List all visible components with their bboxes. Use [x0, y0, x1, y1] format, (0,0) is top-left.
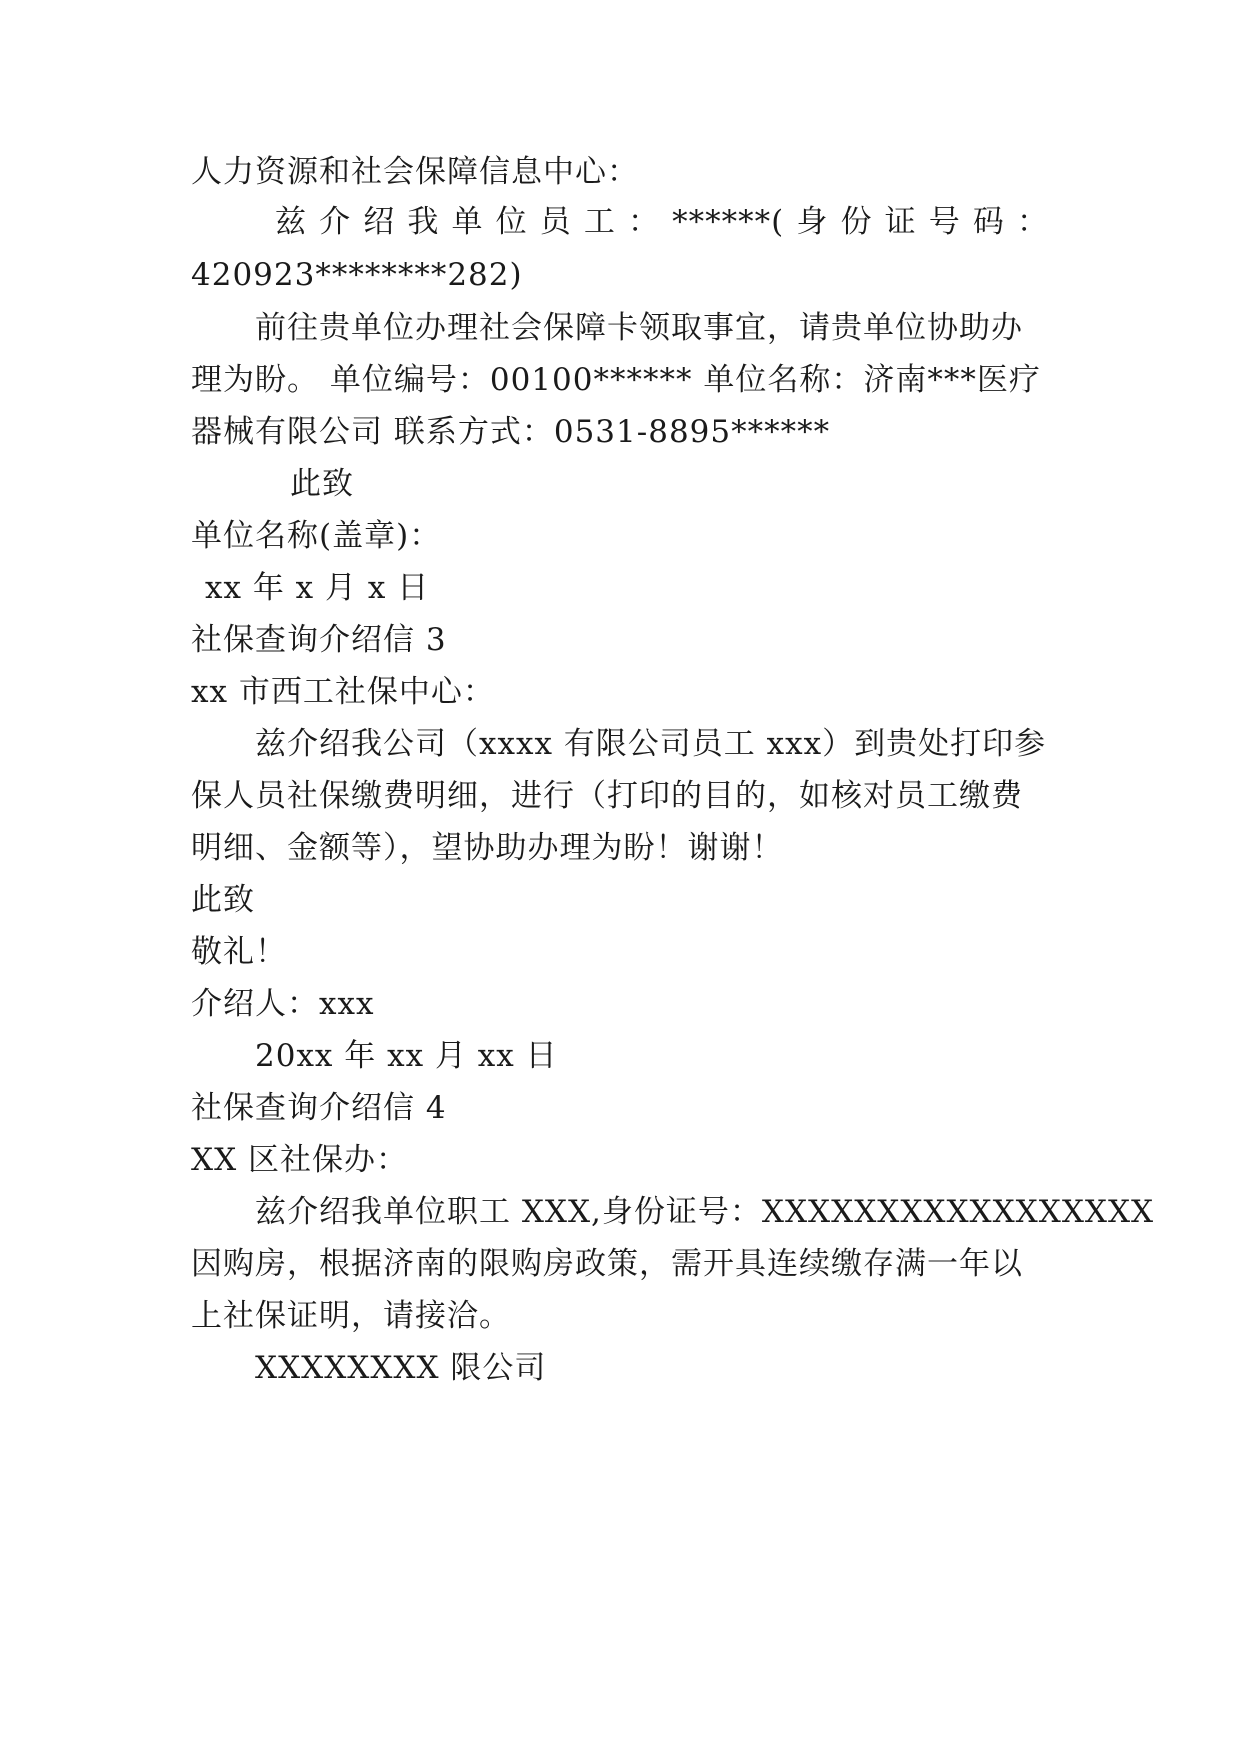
intro-char: 证: [884, 204, 917, 240]
letter3-introducer: 介绍人：xxx: [191, 986, 375, 1022]
letter4-body-line1: 兹介绍我单位职工 XXX,身份证号：XXXXXXXXXXXXXXXXX: [255, 1194, 1155, 1230]
intro-char: 员: [539, 204, 572, 240]
letter4-body-line3: 上社保证明，请接洽。: [191, 1298, 511, 1334]
letter4-addressee: XX 区社保办：: [191, 1142, 408, 1178]
letter4-body-line2: 因购房，根据济南的限购房政策，需开具连续缴存满一年以: [191, 1246, 1023, 1282]
intro-char: 介: [319, 204, 352, 240]
letter4-heading: 社保查询介绍信 4: [191, 1090, 447, 1126]
letter3-addressee: xx 市西工社保中心：: [191, 674, 495, 710]
letter4-company: XXXXXXXX 限公司: [255, 1350, 547, 1386]
intro-char: ******(: [672, 204, 785, 240]
letter2-date: xx 年 x 月 x 日: [205, 570, 430, 606]
intro-char: 绍: [363, 204, 396, 240]
intro-char: 份: [840, 204, 873, 240]
letter3-body-line2: 保人员社保缴费明细，进行（打印的目的，如核对员工缴费: [191, 778, 1023, 814]
intro-char: 身: [796, 204, 829, 240]
letter2-addressee: 人力资源和社会保障信息中心：: [191, 154, 639, 190]
letter2-intro-line2: 420923********282): [191, 257, 523, 293]
letter3-closing1: 此致: [191, 882, 255, 918]
intro-char: 号: [928, 204, 961, 240]
intro-char: 单: [451, 204, 484, 240]
intro-char: 码: [972, 204, 1005, 240]
letter3-closing2: 敬礼！: [191, 934, 287, 970]
intro-char: 工: [583, 204, 616, 240]
letter2-body-line3: 器械有限公司 联系方式：0531-8895******: [191, 414, 831, 450]
intro-char: 位: [495, 204, 528, 240]
letter3-body-line1: 兹介绍我公司（xxxx 有限公司员工 xxx）到贵处打印参: [255, 726, 1047, 762]
intro-char: 兹: [275, 204, 307, 240]
intro-char: ：: [628, 204, 660, 240]
letter2-body-line2: 理为盼。 单位编号：00100****** 单位名称：济南***医疗: [191, 362, 1041, 398]
letter2-signature-label: 单位名称(盖章)：: [191, 518, 442, 554]
letter3-heading: 社保查询介绍信 3: [191, 622, 447, 658]
letter3-date: 20xx 年 xx 月 xx 日: [255, 1038, 558, 1074]
letter3-body-line3: 明细、金额等），望协助办理为盼！谢谢！: [191, 830, 784, 866]
letter2-intro-line1: [275, 202, 1049, 242]
letter2-body-line1: 前往贵单位办理社会保障卡领取事宜，请贵单位协助办: [255, 310, 1023, 346]
intro-char: ：: [1016, 204, 1049, 240]
letter2-closing: 此致: [290, 466, 354, 502]
intro-char: 我: [407, 204, 440, 240]
